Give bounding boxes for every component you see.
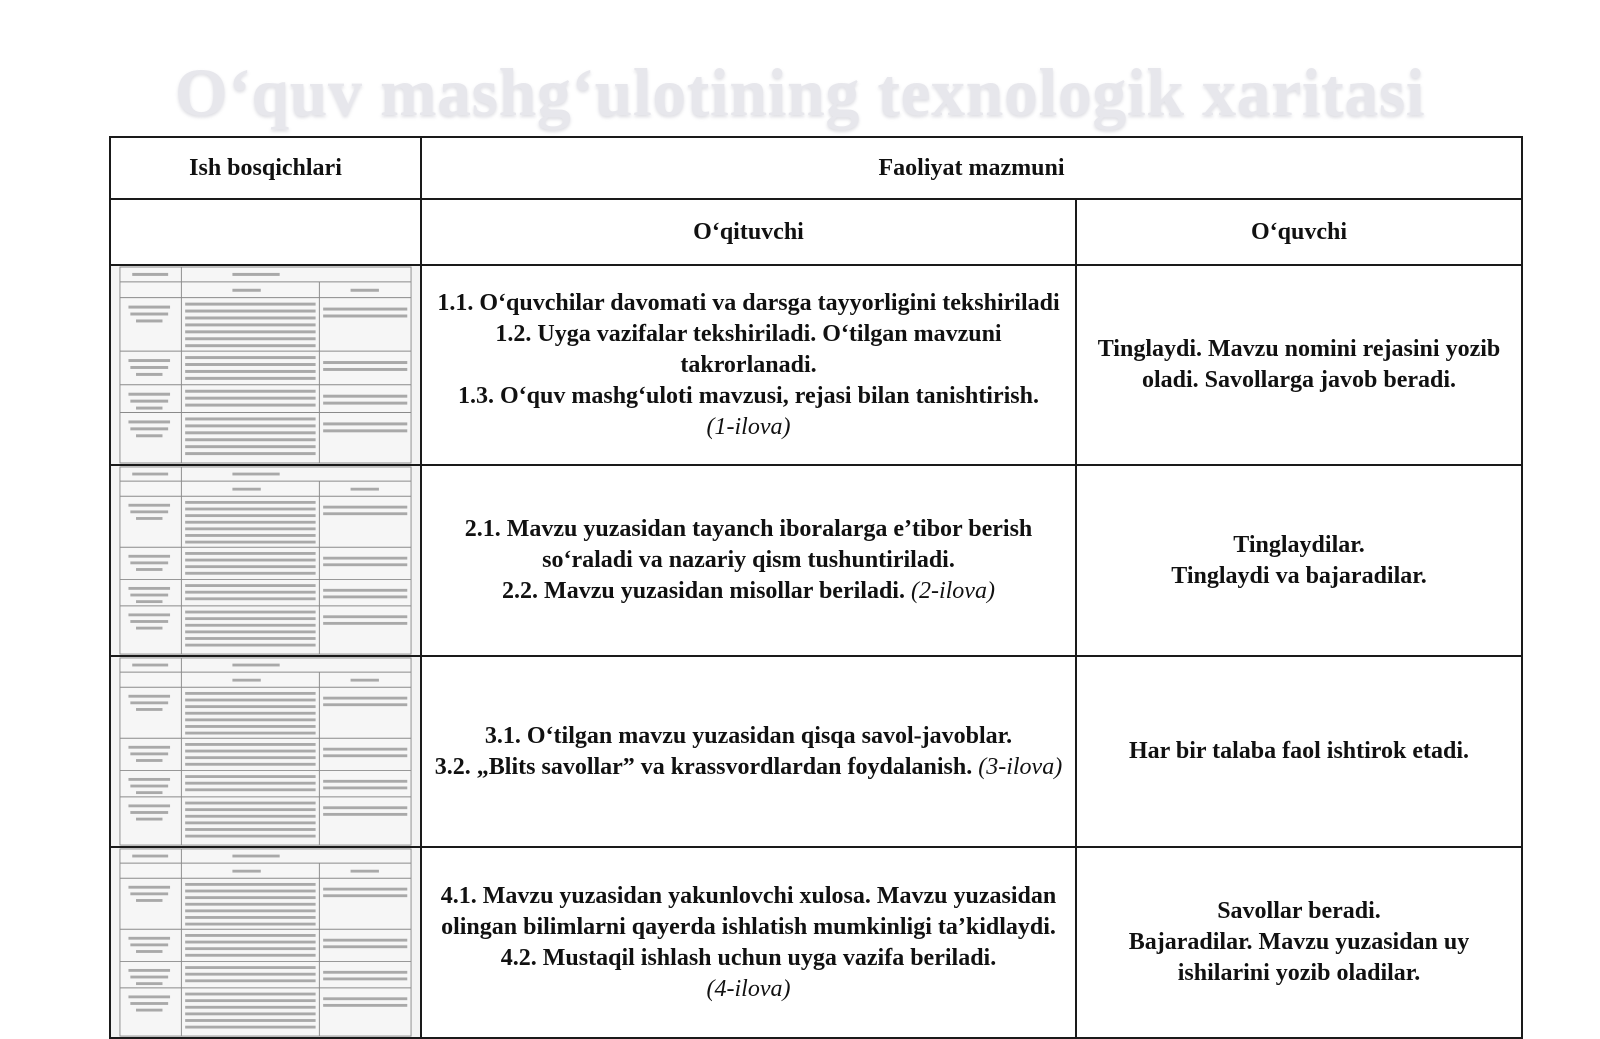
header-activity-content: Faoliyat mazmuni	[421, 137, 1522, 199]
thumbnail	[119, 266, 412, 464]
teacher-line: 2.2. Mavzu yuzasidan misollar beriladi.	[502, 578, 905, 605]
student-line: Savollar beradi.	[1217, 898, 1381, 925]
thumbnail	[119, 466, 412, 655]
page-title: O‘quv mashg‘ulotining texnologik xaritasi	[174, 54, 1426, 130]
teacher-activity-cell	[421, 265, 1076, 465]
header-stages: Ish bosqichlari	[110, 137, 421, 199]
thumbnail	[119, 657, 412, 846]
technology-map-table	[109, 136, 1523, 1039]
header-student: O‘quvchi	[1076, 199, 1522, 265]
header-teacher: O‘qituvchi	[421, 199, 1076, 265]
mini-table-graphic	[119, 657, 412, 846]
student-line: Bajaradilar. Mavzu yuzasidan uy ishilarini yozib oladilar.	[1128, 929, 1470, 987]
thumbnail	[119, 848, 412, 1037]
table-row	[110, 265, 1522, 465]
stage-thumbnail-image	[110, 847, 421, 1038]
teacher-activity-cell	[421, 656, 1076, 847]
header-row-1	[110, 137, 1522, 199]
mini-table-graphic	[119, 466, 412, 655]
stage-thumbnail-image	[110, 465, 421, 656]
teacher-line: 1.1. O‘quvchilar davomati va darsga tayyorligini tekshiriladi	[437, 289, 1060, 316]
appendix-reference: (4-ilova)	[706, 975, 791, 1002]
student-activity-cell	[1076, 847, 1522, 1038]
appendix-reference: (1-ilova)	[706, 413, 791, 440]
teacher-line: 3.1. O‘tilgan mavzu yuzasidan qisqa savol-javoblar.	[484, 722, 1013, 749]
header-row-2	[110, 199, 1522, 265]
student-activity-cell	[1076, 265, 1522, 465]
teacher-line: 1.3. O‘quv mashg‘uloti mavzusi, rejasi bilan tanishtirish.	[458, 382, 1039, 409]
teacher-line: 2.1. Mavzu yuzasidan tayanch iboralarga e’tibor berish so‘raladi va nazariy qism tushuntiriladi.	[464, 516, 1033, 574]
student-line: Har bir talaba faol ishtirok etadi.	[1128, 738, 1470, 765]
table-row	[110, 656, 1522, 847]
teacher-activity-cell	[421, 465, 1076, 656]
student-activity-cell	[1076, 656, 1522, 847]
student-activity-cell	[1076, 465, 1522, 656]
teacher-activity-cell	[421, 847, 1076, 1038]
teacher-line: 3.2. „Blits savollar” va krassvordlardan foydalanish.	[434, 753, 973, 780]
stage-thumbnail-image	[110, 265, 421, 465]
mini-table-graphic	[119, 266, 412, 464]
student-line: Tinglaydi. Mavzu nomini rejasini yozib oladi. Savollarga javob beradi.	[1097, 336, 1501, 393]
mini-table-graphic	[119, 848, 412, 1037]
student-line: Tinglaydilar.	[1233, 531, 1365, 558]
student-line: Tinglaydi va bajaradilar.	[1171, 562, 1427, 589]
stage-thumbnail-image	[110, 656, 421, 847]
teacher-line: 1.2. Uyga vazifalar tekshiriladi. O‘tilgan mavzuni takrorlanadi.	[495, 320, 1002, 378]
appendix-reference: (2-ilova)	[910, 578, 995, 605]
teacher-line: 4.2. Mustaqil ishlash uchun uyga vazifa beriladi.	[500, 944, 997, 971]
appendix-reference: (3-ilova)	[978, 753, 1063, 780]
teacher-line: 4.1. Mavzu yuzasidan yakunlovchi xulosa. Mavzu yuzasidan olingan bilimlarni qayerda ishlatish mumkinligi ta’kidlaydi.	[440, 882, 1057, 940]
table-row	[110, 847, 1522, 1038]
header-empty-cell	[110, 199, 421, 265]
table-row	[110, 465, 1522, 656]
